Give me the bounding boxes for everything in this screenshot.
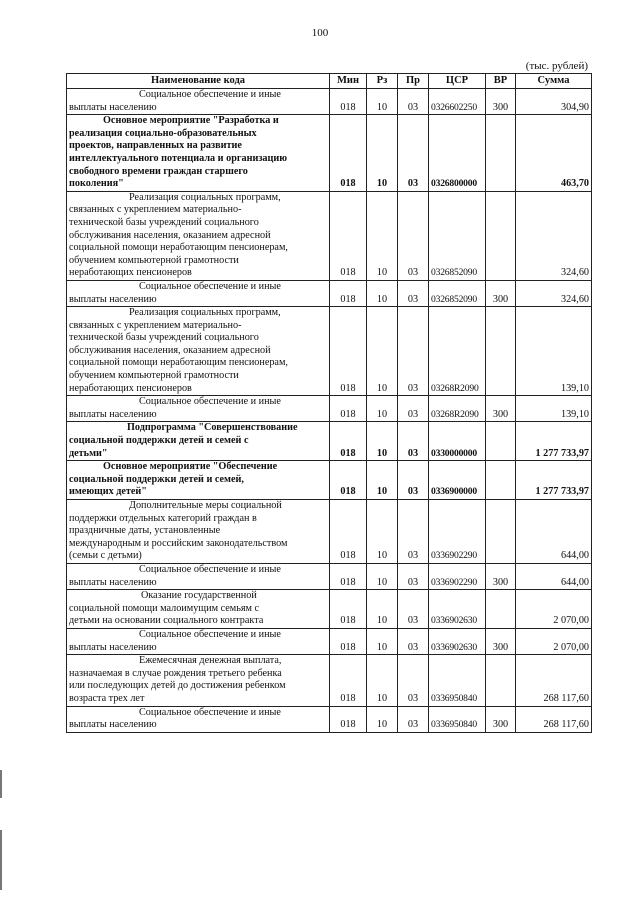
row-name-line: выплаты населению	[69, 408, 157, 420]
table-row	[67, 590, 592, 629]
row-name-line: или последующих детей до достижения ребенком	[69, 680, 286, 692]
row-name-line: социальной помощи неработающим пенсионерам,	[69, 357, 288, 369]
row-rz: 10	[367, 307, 398, 396]
row-name-line: реализация социально-образовательных	[69, 127, 257, 139]
row-rz: 10	[367, 461, 398, 500]
row-sum: 304,90	[516, 89, 592, 115]
row-csr: 0336950840	[429, 706, 486, 732]
row-sum: 268 117,60	[516, 706, 592, 732]
row-pr: 03	[398, 307, 429, 396]
row-name-line: Социальное обеспечение и иные	[139, 89, 281, 100]
row-min: 018	[330, 280, 367, 306]
header-pr: Пр	[398, 74, 429, 89]
row-name-line: детьми"	[69, 447, 108, 459]
row-pr: 03	[398, 396, 429, 422]
table-row	[67, 461, 592, 500]
row-name-line: социальной помощи малоимущим семьям с	[69, 602, 260, 614]
row-vr: 300	[486, 563, 516, 589]
row-name-line: детьми на основании социального контракта	[69, 615, 264, 627]
row-csr: 0336900000	[429, 461, 486, 500]
row-name	[67, 590, 330, 629]
table-row	[67, 706, 592, 732]
row-sum: 139,10	[516, 307, 592, 396]
row-vr	[486, 307, 516, 396]
row-rz: 10	[367, 655, 398, 706]
row-min: 018	[330, 706, 367, 732]
row-vr	[486, 191, 516, 280]
row-min: 018	[330, 628, 367, 654]
row-pr: 03	[398, 655, 429, 706]
header-vr: ВР	[486, 74, 516, 89]
row-name-line: Социальное обеспечение и иные	[139, 628, 281, 640]
table-row	[67, 422, 592, 461]
row-rz: 10	[367, 590, 398, 629]
row-vr: 300	[486, 89, 516, 115]
row-name-line: назначаемая в случае рождения третьего ребенка	[69, 667, 282, 679]
row-name	[67, 280, 330, 306]
units-label: (тыс. рублей)	[525, 60, 588, 72]
row-rz: 10	[367, 280, 398, 306]
row-name-line: Социальное обеспечение и иные	[139, 280, 281, 292]
row-name-line: Социальное обеспечение и иные	[139, 396, 281, 408]
row-name-line: международным и российским законодательством	[69, 537, 288, 549]
row-name-line: Оказание государственной	[141, 590, 257, 602]
row-pr: 03	[398, 422, 429, 461]
row-min: 018	[330, 563, 367, 589]
row-sum: 644,00	[516, 563, 592, 589]
row-vr	[486, 422, 516, 461]
row-rz: 10	[367, 706, 398, 732]
row-name-line: Дополнительные меры социальной	[129, 500, 282, 511]
row-name-line: связанных с укреплением материально-	[69, 319, 242, 331]
row-pr: 03	[398, 191, 429, 280]
row-sum: 324,60	[516, 280, 592, 306]
row-name-line: возраста трех лет	[69, 692, 145, 704]
row-pr: 03	[398, 706, 429, 732]
row-name	[67, 422, 330, 461]
row-name-line: социальной поддержки детей и семей,	[69, 473, 244, 485]
row-rz: 10	[367, 191, 398, 280]
row-min: 018	[330, 115, 367, 192]
row-sum: 644,00	[516, 500, 592, 564]
row-csr: 0336902290	[429, 500, 486, 564]
row-pr: 03	[398, 500, 429, 564]
row-min: 018	[330, 422, 367, 461]
row-name-line: поддержки отдельных категорий граждан в	[69, 512, 257, 524]
row-name-line: Основное мероприятие "Разработка и	[103, 115, 279, 127]
row-name	[67, 307, 330, 396]
row-name	[67, 655, 330, 706]
row-csr: 03268R2090	[429, 307, 486, 396]
table-row	[67, 115, 592, 192]
row-min: 018	[330, 89, 367, 115]
row-name-line: выплаты населению	[69, 293, 157, 305]
row-pr: 03	[398, 563, 429, 589]
row-name-line: социальной помощи неработающим пенсионерам,	[69, 242, 288, 254]
row-name-line: Реализация социальных программ,	[129, 191, 281, 203]
row-name-line: (семьи с детьми)	[69, 550, 142, 562]
row-name	[67, 89, 330, 115]
row-sum: 324,60	[516, 191, 592, 280]
row-min: 018	[330, 655, 367, 706]
row-vr	[486, 461, 516, 500]
row-vr	[486, 655, 516, 706]
row-csr: 0336950840	[429, 655, 486, 706]
row-name	[67, 706, 330, 732]
row-csr: 0326800000	[429, 115, 486, 192]
row-name	[67, 500, 330, 564]
row-vr: 300	[486, 628, 516, 654]
row-sum: 1 277 733,97	[516, 422, 592, 461]
row-name	[67, 396, 330, 422]
row-name-line: обучением компьютерной грамотности	[69, 370, 239, 382]
row-rz: 10	[367, 115, 398, 192]
row-name-line: обслуживания населения, оказанием адресной	[69, 344, 271, 356]
row-min: 018	[330, 396, 367, 422]
row-sum: 2 070,00	[516, 628, 592, 654]
table-row	[67, 396, 592, 422]
row-pr: 03	[398, 280, 429, 306]
row-rz: 10	[367, 89, 398, 115]
row-name-line: проектов, направленных на развитие	[69, 140, 242, 152]
table-row	[67, 628, 592, 654]
row-rz: 10	[367, 563, 398, 589]
row-vr: 300	[486, 280, 516, 306]
row-name	[67, 563, 330, 589]
row-name	[67, 191, 330, 280]
row-vr	[486, 590, 516, 629]
row-min: 018	[330, 307, 367, 396]
row-name-line: свободного времени граждан старшего	[69, 165, 248, 177]
row-pr: 03	[398, 461, 429, 500]
row-csr: 03268R2090	[429, 396, 486, 422]
left-margin-mark	[0, 770, 2, 798]
row-sum: 1 277 733,97	[516, 461, 592, 500]
row-vr	[486, 115, 516, 192]
row-min: 018	[330, 500, 367, 564]
row-rz: 10	[367, 628, 398, 654]
row-name	[67, 461, 330, 500]
row-csr: 0336902290	[429, 563, 486, 589]
row-name-line: связанных с укреплением материально-	[69, 204, 242, 216]
left-margin-mark	[0, 830, 2, 890]
row-name-line: обучением компьютерной грамотности	[69, 254, 239, 266]
row-rz: 10	[367, 500, 398, 564]
row-name-line: интеллектуального потенциала и организацию	[69, 152, 288, 164]
row-pr: 03	[398, 115, 429, 192]
table-row	[67, 500, 592, 564]
row-csr: 0336902630	[429, 590, 486, 629]
header-min: Мин	[330, 74, 367, 89]
row-vr	[486, 500, 516, 564]
row-name-line: Социальное обеспечение и иные	[139, 563, 281, 575]
row-name-line: поколения"	[69, 178, 124, 190]
row-name-line: имеющих детей"	[69, 486, 147, 498]
row-pr: 03	[398, 628, 429, 654]
row-name	[67, 115, 330, 192]
table-row	[67, 280, 592, 306]
row-sum: 139,10	[516, 396, 592, 422]
row-name-line: технической базы учреждений социального	[69, 216, 259, 228]
row-min: 018	[330, 461, 367, 500]
row-name-line: технической базы учреждений социального	[69, 332, 259, 344]
row-name-line: праздничные даты, установленные	[69, 525, 221, 537]
row-name-line: неработающих пенсионеров	[69, 267, 192, 279]
row-sum: 463,70	[516, 115, 592, 192]
row-csr: 0330000000	[429, 422, 486, 461]
table-header-row	[67, 74, 592, 89]
header-name: Наименование кода	[67, 74, 330, 89]
header-csr: ЦСР	[429, 74, 486, 89]
row-name-line: Ежемесячная денежная выплата,	[139, 655, 282, 667]
row-csr: 0326602250	[429, 89, 486, 115]
row-name	[67, 628, 330, 654]
row-name-line: Реализация социальных программ,	[129, 307, 281, 319]
row-vr: 300	[486, 396, 516, 422]
header-rz: Рз	[367, 74, 398, 89]
row-csr: 0336902630	[429, 628, 486, 654]
row-rz: 10	[367, 422, 398, 461]
row-vr: 300	[486, 706, 516, 732]
table-row	[67, 655, 592, 706]
row-name-line: выплаты населению	[69, 101, 157, 113]
page-number: 100	[311, 27, 329, 39]
row-pr: 03	[398, 590, 429, 629]
budget-table	[66, 73, 592, 733]
header-sum: Сумма	[516, 74, 592, 89]
row-rz: 10	[367, 396, 398, 422]
row-sum: 2 070,00	[516, 590, 592, 629]
row-name-line: выплаты населению	[69, 719, 157, 731]
row-name-line: Социальное обеспечение и иные	[139, 706, 281, 718]
row-sum: 268 117,60	[516, 655, 592, 706]
row-min: 018	[330, 590, 367, 629]
row-pr: 03	[398, 89, 429, 115]
row-csr: 0326852090	[429, 191, 486, 280]
table-row	[67, 89, 592, 115]
row-name-line: Основное мероприятие "Обеспечение	[103, 461, 278, 473]
row-name-line: неработающих пенсионеров	[69, 382, 192, 394]
table-row	[67, 563, 592, 589]
row-min: 018	[330, 191, 367, 280]
row-name-line: социальной поддержки детей и семей с	[69, 435, 249, 447]
row-name-line: выплаты населению	[69, 641, 157, 653]
row-name-line: выплаты населению	[69, 576, 157, 588]
table-row	[67, 191, 592, 280]
table-row	[67, 307, 592, 396]
row-name-line: Подпрограмма "Совершенствование	[127, 422, 298, 434]
row-name-line: обслуживания населения, оказанием адресной	[69, 229, 271, 241]
row-csr: 0326852090	[429, 280, 486, 306]
